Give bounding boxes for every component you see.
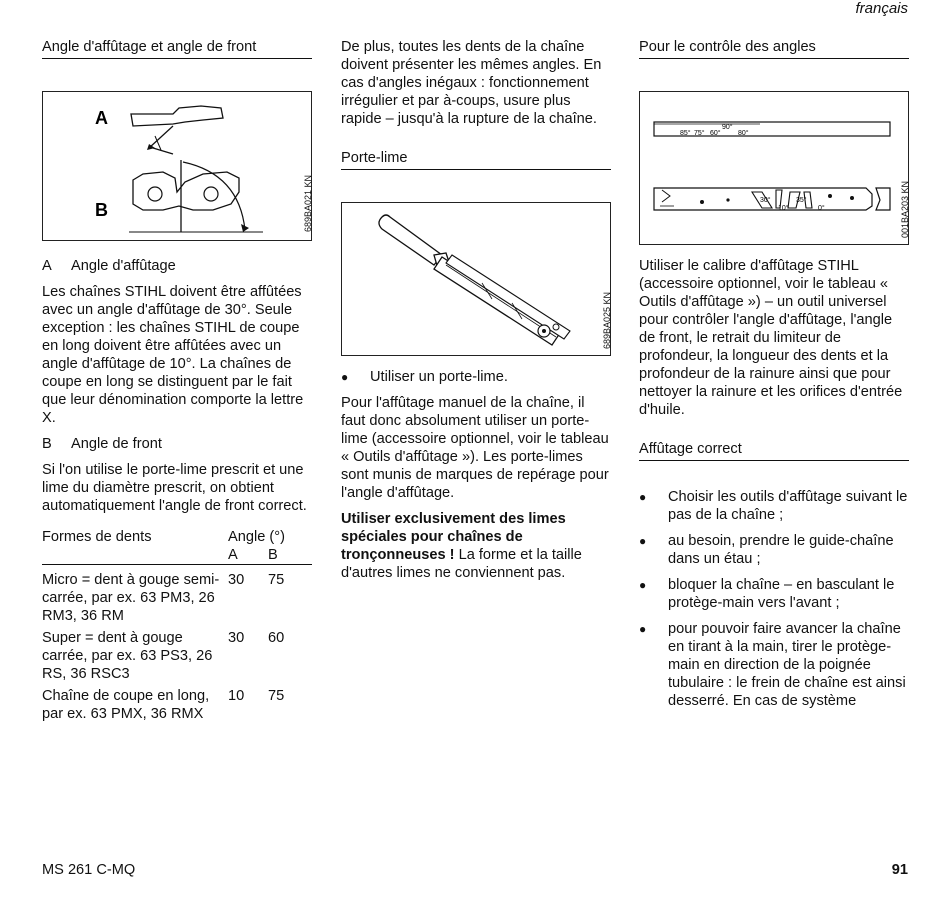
mark-top: 60° — [710, 130, 721, 137]
legend-a-key: A — [42, 258, 52, 274]
section-heading-correct-sharpening: Affûtage correct — [639, 440, 909, 461]
figure-sharpening-gauge — [639, 91, 909, 245]
table-row — [42, 625, 312, 683]
legend-b — [42, 435, 312, 453]
row-b: 75 — [268, 688, 285, 704]
bullet-text: au besoin, prendre le guide-chaîne dans un étau ; — [668, 533, 894, 567]
row-form: Micro = dent à gouge semi-carrée, par ex. 63 PM3, 26 RM3, 36 RM — [42, 572, 220, 624]
table-row — [42, 683, 312, 723]
mark-top: 75° — [694, 130, 705, 137]
section-heading-angles: Angle d'affûtage et angle de front — [42, 38, 312, 59]
mark-bottom: 30° — [760, 197, 771, 204]
bullet-dot-icon: ● — [639, 578, 647, 592]
row-form: Chaîne de coupe en long, par ex. 63 PMX, 36 RMX — [42, 688, 210, 722]
mark-top: 85° — [680, 130, 691, 137]
paragraph-manual-sharpening: Pour l'affûtage manuel de la chaîne, il faut donc absolument utiliser un porte-lime (accessoire optionnel, voir le tableau « Outils d'affûtage »). Les porte-limes sont munis de marques de repérage pour l'angle d'affûtage. — [341, 395, 609, 501]
bullet-dot-icon: ● — [639, 622, 647, 636]
paragraph-front-angle: Si l'on utilise le porte-lime prescrit et une lime du diamètre prescrit, on obtient automatiquement l'angle de front correct. — [42, 462, 307, 514]
row-b: 60 — [268, 630, 285, 646]
bullet-item — [639, 620, 909, 710]
bullet-text: Choisir les outils d'affûtage suivant le pas de la chaîne ; — [668, 489, 908, 523]
row-a: 30 — [228, 630, 245, 646]
section-heading-file-holder: Porte-lime — [341, 149, 611, 170]
row-b: 75 — [268, 572, 285, 588]
bullet-text: pour pouvoir faire avancer la chaîne en tirant à la main, tirer le protège-main en direction de la poignée tubulaire : le frein de chaîne est ainsi desserré. En cas de système — [668, 621, 906, 709]
page-number: 91 — [891, 862, 908, 878]
column-2 — [341, 38, 611, 582]
legend-b-text: Angle de front — [71, 436, 162, 452]
figure-code: 001BA203 KN — [900, 180, 910, 238]
bullet-dot-icon: ● — [341, 370, 349, 384]
subheader-a: A — [228, 547, 238, 563]
table-subheader-row — [42, 546, 312, 565]
file-holder-illustration — [342, 203, 610, 355]
bullet-dot-icon: ● — [639, 534, 647, 548]
header-angle: Angle (°) — [228, 529, 285, 545]
footer-model: MS 261 C-MQ — [42, 862, 136, 878]
chain-tooth-illustration — [43, 92, 311, 240]
paragraph-special-files — [341, 510, 611, 582]
paragraph-sharpening-angle: Les chaînes STIHL doivent être affûtées avec un angle d'affûtage de 30°. Seule exception : les chaînes STIHL de coupe en long doivent être affûtées avec un angle d'affûtage de 10°. La chaînes de coupe en long se distinguent par le fait que leur dénomination comporte la lettre X. — [42, 284, 304, 426]
mark-top: 90° — [722, 124, 733, 131]
bullet-item — [639, 488, 909, 524]
row-form: Super = dent à gouge carrée, par ex. 63 PS3, 26 RS, 36 RSC3 — [42, 630, 213, 682]
paragraph-rest: La forme et la taille d'autres limes ne conviennent pas. — [341, 547, 582, 581]
figure-code: 689BA021 KN — [303, 174, 313, 232]
mark-top: 80° — [738, 130, 749, 137]
section-heading-angle-check: Pour le contrôle des angles — [639, 38, 909, 59]
bullet-text: Utiliser un porte-lime. — [370, 369, 508, 385]
bullet-text: bloquer la chaîne – en basculant le protège-main vers l'avant ; — [668, 577, 895, 611]
column-3 — [639, 38, 909, 710]
bullet-dot-icon: ● — [639, 490, 647, 504]
legend-a-text: Angle d'affûtage — [71, 258, 176, 274]
subheader-b: B — [268, 547, 278, 563]
column-1 — [42, 38, 312, 723]
bullet-use-file-holder — [341, 368, 611, 386]
label-b: B — [95, 200, 108, 220]
figure-file-holder — [341, 202, 611, 356]
row-a: 10 — [228, 688, 245, 704]
language-label: français — [855, 0, 908, 17]
legend-a — [42, 257, 312, 275]
bullet-item — [639, 532, 909, 568]
paragraph-gauge-usage: Utiliser le calibre d'affûtage STIHL (accessoire optionnel, voir le tableau « Outils d'affûtage ») – un outil universel pour contrôler l'angle d'affûtage, l'angle de front, le retrait du limiteur de profondeur, la longueur des dents et la profondeur de la rainure ainsi que pour nettoyer la rainure et les orifices d'entrée d'huile. — [639, 258, 903, 418]
table-header-row — [42, 528, 312, 546]
gauge-illustration — [640, 92, 908, 244]
label-a: A — [95, 108, 108, 128]
tooth-forms-table — [42, 528, 312, 723]
mark-bottom: 0° — [818, 205, 825, 212]
header-forms: Formes de dents — [42, 529, 152, 545]
figure-chain-angles — [42, 91, 312, 241]
paragraph-intro: De plus, toutes les dents de la chaîne doivent présenter les mêmes angles. En cas d'angles inégaux : fonctionnement irrégulier et par à-coups, usure plus rapide – jusqu'à la rupture de la chaîne. — [341, 39, 602, 127]
legend-b-key: B — [42, 436, 52, 452]
figure-code: 689BA025 KN — [602, 291, 612, 349]
mark-bottom: 35° — [796, 197, 807, 204]
bold-warning: Utiliser exclusivement des limes spéciales pour chaînes de tronçonneuses ! — [341, 511, 566, 563]
table-row — [42, 565, 312, 626]
mark-bottom: 10° — [778, 205, 789, 212]
row-a: 30 — [228, 572, 245, 588]
bullet-item — [639, 576, 909, 612]
